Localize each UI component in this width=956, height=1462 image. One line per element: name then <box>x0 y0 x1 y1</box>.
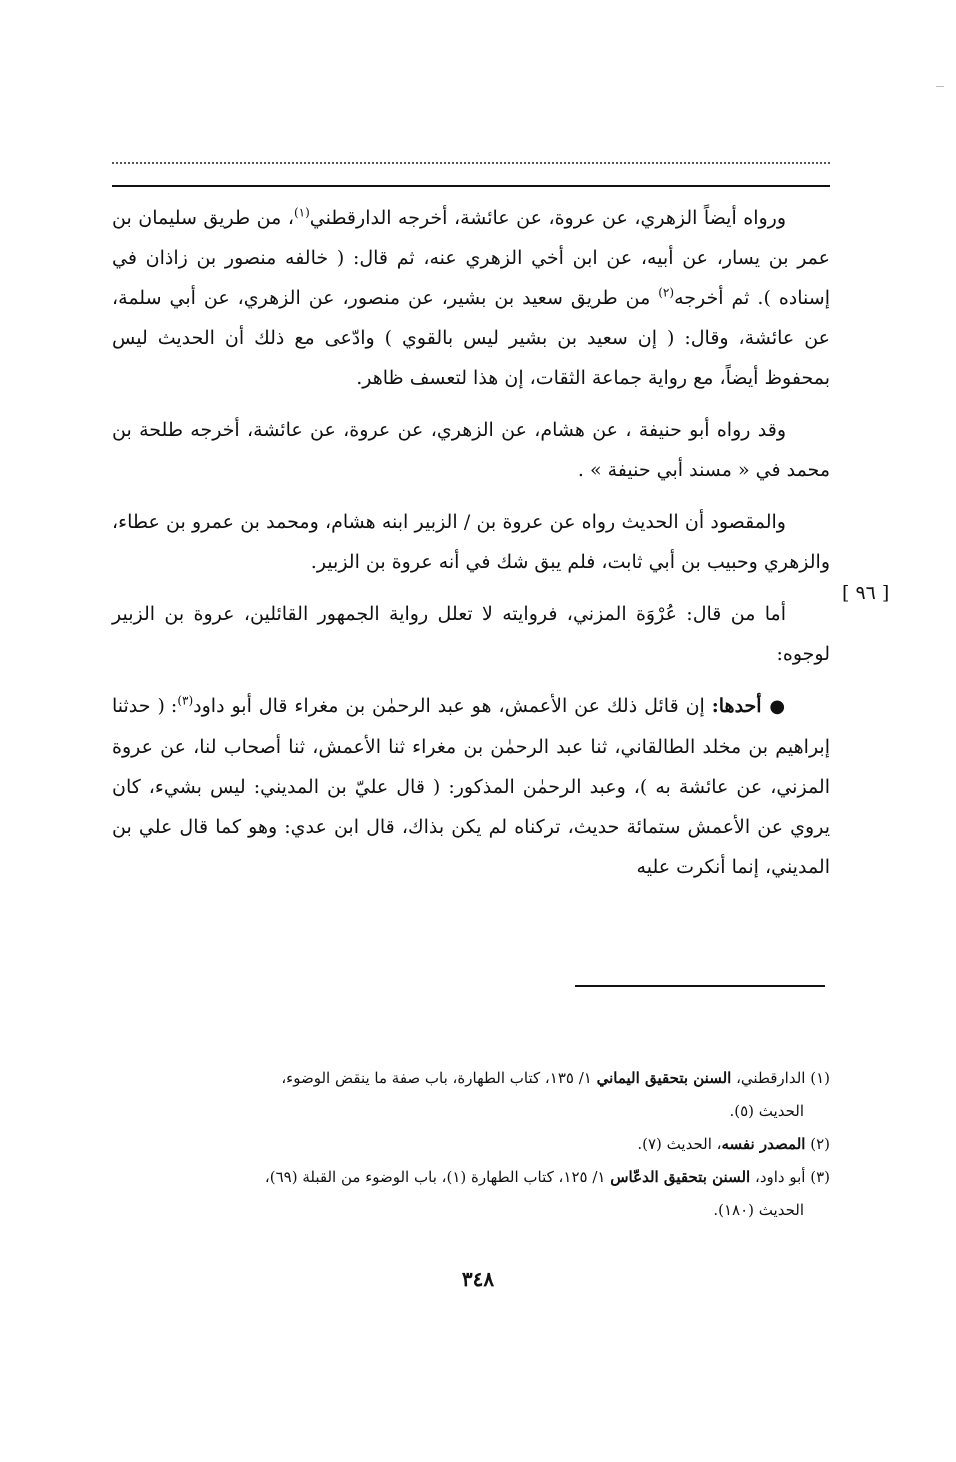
footnote-1 <box>112 1062 830 1128</box>
fn2-c: ، الحديث (٧). <box>637 1135 722 1153</box>
paragraph-4 <box>112 594 830 674</box>
page-number: ٣٤٨ <box>461 1267 495 1291</box>
fn1-cont: الحديث (٥). <box>729 1102 804 1120</box>
fn2-title: المصدر نفسه <box>721 1135 806 1153</box>
paragraph-1 <box>112 198 830 398</box>
fn3-cont: الحديث (١٨٠). <box>713 1201 804 1219</box>
p1-text-c: من طريق سعيد بن بشير، عن منصور، عن الزهري، عن أبي سلمة، عن عائشة، وقال: ( إن سعيد بن بشير ليس بالقوي ) وادّعى مع ذلك أن الحديث ليس بمحفوظ أيضاً، مع رواية جماعة الثقات، إن هذا لتعسف ظاهر. <box>112 287 830 389</box>
margin-page-marker: [ ٩٦ ] <box>842 582 890 604</box>
header-solid-rule <box>112 185 830 187</box>
p4-text: أما من قال: عُرْوَة المزني، فروايته لا تعلل رواية الجمهور القائلين، عروة بن الزبير لوجوه: <box>112 603 830 665</box>
footnote-2 <box>112 1128 830 1161</box>
paragraph-5 <box>112 686 830 887</box>
footnote-ref-3: (٣) <box>177 693 194 708</box>
fn3-title: السنن بتحقيق الدعّاس <box>610 1168 751 1186</box>
bullet-icon: ● <box>768 696 787 717</box>
fn1-num: (١) <box>810 1069 830 1087</box>
paragraph-3 <box>112 502 830 582</box>
p5-text-b: : ( حدثنا إبراهيم بن مخلد الطالقاني، ثنا عبد الرحمٰن بن مغراء ثنا الأعمش، ثنا أصحاب لنا، عن عروة المزني، عن عائشة به )، وعبد الرحمٰن المذكور: ( قال عليّ بن المديني: ليس بشيء، كان يروي عن الأعمش ستمائة حديث، تركناه لم يكن بذاك، قال ابن عدي: وهو كما قال علي بن المديني، إنما أنكرت عليه <box>112 695 830 878</box>
p2-text: وقد رواه أبو حنيفة ، عن هشام، عن الزهري، عن عروة، عن عائشة، أخرجه طلحة بن محمد في « مسند أبي حنيفة » . <box>112 419 830 481</box>
footnote-ref-1: (١) <box>293 205 310 220</box>
p1-text-a: ورواه أيضاً الزهري، عن عروة، عن عائشة، أخرجه الدارقطني <box>309 207 786 229</box>
fn1-title: السنن بتحقيق اليماني <box>596 1069 732 1087</box>
paragraph-2 <box>112 410 830 490</box>
p3-text: والمقصود أن الحديث رواه عن عروة بن / الزبير ابنه هشام، ومحمد بن عمرو بن عطاء، والزهري وحبيب بن أبي ثابت، فلم يبق شك في أنه عروة بن الزبير. <box>112 511 830 573</box>
fn2-num: (٢) <box>810 1135 830 1153</box>
header-dotted-rule <box>112 162 830 164</box>
main-text <box>112 198 830 887</box>
fn1-a: الدارقطني، <box>731 1069 811 1087</box>
corner-mark <box>936 86 944 87</box>
fn3-a: أبو داود، <box>750 1168 811 1186</box>
footnotes <box>112 1062 830 1227</box>
fn1-c: ١/ ١٣٥، كتاب الطهارة، باب صفة ما ينقض الوضوء، <box>281 1069 597 1087</box>
p1-text-b: ، من طريق سليمان بن عمر بن يسار، عن أبيه، عن ابن أخي الزهري عنه، ثم قال: ( خالفه منصور بن زاذان في إسناده ). ثم أخرجه <box>112 207 830 309</box>
footnote-ref-2: (٢) <box>658 285 675 300</box>
footnote-separator <box>575 985 825 987</box>
fn3-num: (٣) <box>810 1168 830 1186</box>
fn3-c: ١/ ١٢٥، كتاب الطهارة (١)، باب الوضوء من القبلة (٦٩)، <box>264 1168 611 1186</box>
footnote-3 <box>112 1161 830 1227</box>
p5-lead: أحدها: <box>711 695 762 717</box>
p5-text-a: إن قائل ذلك عن الأعمش، هو عبد الرحمٰن بن مغراء قال أبو داود <box>193 695 712 717</box>
